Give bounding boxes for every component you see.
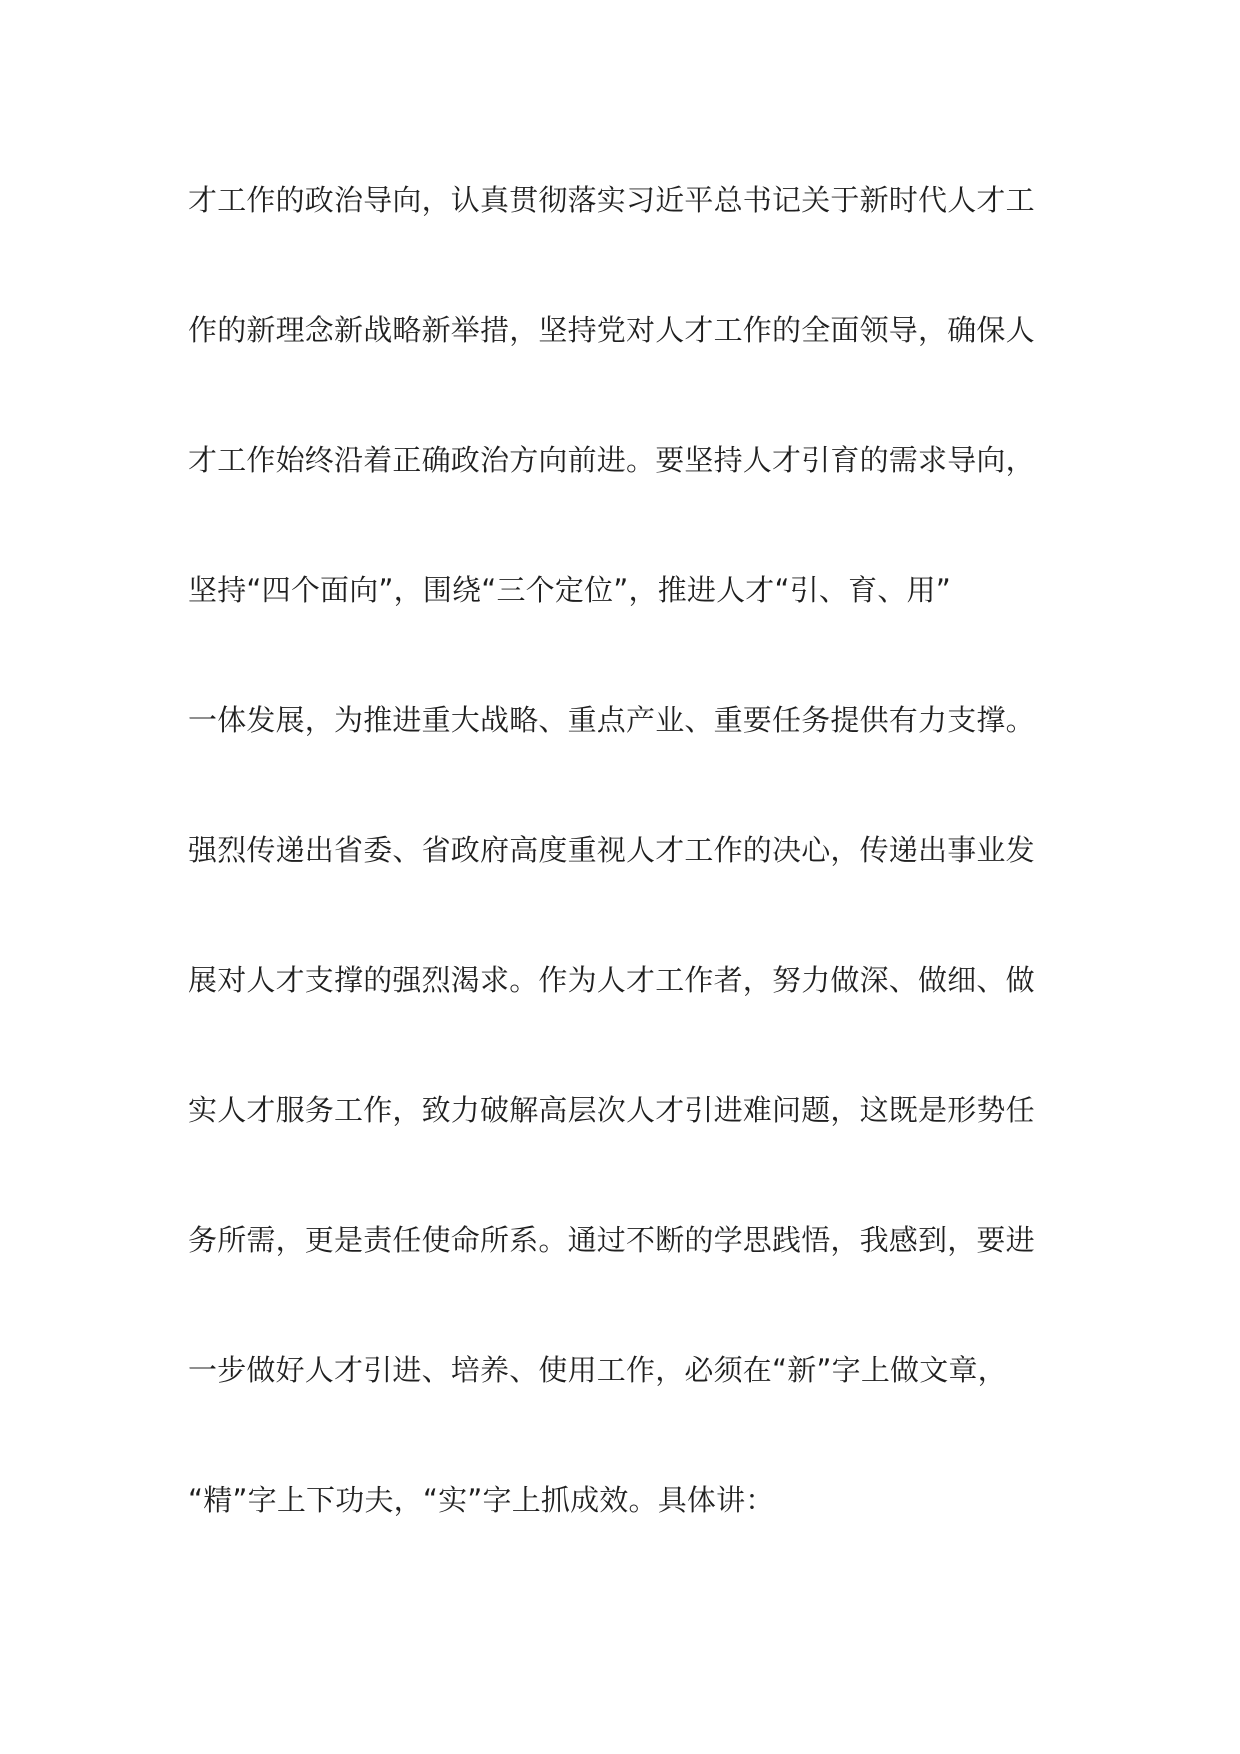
text-line-2: 作的新理念新战略新举措，坚持党对人才工作的全面领导，确保人 <box>188 313 1035 347</box>
text-line-7: 展对人才支撑的强烈渴求。作为人才工作者，努力做深、做细、做 <box>188 963 1035 997</box>
text-line-6: 强烈传递出省委、省政府高度重视人才工作的决心，传递出事业发 <box>188 833 1035 867</box>
text-line-4: 坚持“四个面向”，围绕“三个定位”，推进人才“引、育、用” <box>188 573 951 607</box>
text-line-1: 才工作的政治导向，认真贯彻落实习近平总书记关于新时代人才工 <box>188 183 1035 217</box>
text-line-8: 实人才服务工作，致力破解高层次人才引进难问题，这既是形势任 <box>188 1093 1035 1127</box>
body-text <box>188 170 1048 1600</box>
text-line-5: 一体发展，为推进重大战略、重点产业、重要任务提供有力支撑。 <box>188 703 1035 737</box>
text-line-3: 才工作始终沿着正确政治方向前进。要坚持人才引育的需求导向， <box>188 443 1035 477</box>
text-line-11: “精”字上下功夫，“实”字上抓成效。具体讲： <box>188 1483 775 1517</box>
text-line-9: 务所需，更是责任使命所系。通过不断的学思践悟，我感到，要进 <box>188 1223 1035 1257</box>
text-line-10: 一步做好人才引进、培养、使用工作，必须在“新”字上做文章， <box>188 1353 1007 1387</box>
